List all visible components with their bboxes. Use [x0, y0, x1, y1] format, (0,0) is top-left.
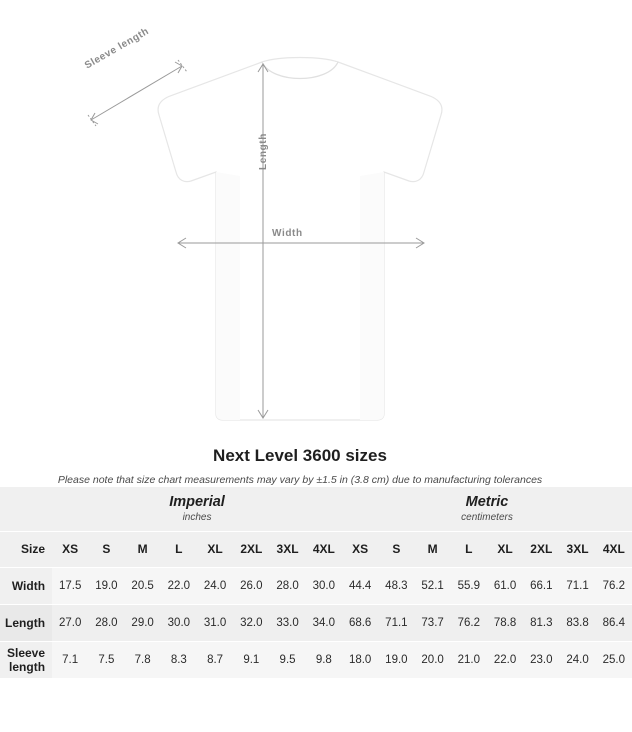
table-cell: 31.0: [197, 604, 233, 641]
table-cell: 19.0: [88, 567, 124, 604]
table-cell: 21.0: [451, 641, 487, 678]
table-cell: 73.7: [414, 604, 450, 641]
table-cell: 68.6: [342, 604, 378, 641]
page-title: Next Level 3600 sizes: [213, 446, 387, 465]
table-cell: 9.1: [233, 641, 269, 678]
table-cell: 78.8: [487, 604, 523, 641]
column-header: L: [451, 531, 487, 567]
length-label: Length: [258, 133, 269, 170]
table-cell: 83.8: [559, 604, 595, 641]
table-cell: 8.3: [161, 641, 197, 678]
table-cell: 86.4: [596, 604, 632, 641]
table-cell: 71.1: [559, 567, 595, 604]
table-row: [0, 604, 632, 641]
row-header: Sleeve length: [0, 641, 52, 678]
size-table: [0, 487, 632, 678]
table-cell: 9.8: [306, 641, 342, 678]
column-header: S: [88, 531, 124, 567]
table-cell: 66.1: [523, 567, 559, 604]
column-header: L: [161, 531, 197, 567]
table-cell: 7.8: [125, 641, 161, 678]
table-cell: 55.9: [451, 567, 487, 604]
unit-system-row: [0, 487, 632, 531]
title-block: [0, 432, 600, 486]
column-header: M: [414, 531, 450, 567]
table-cell: 28.0: [88, 604, 124, 641]
sleeve-length-label: Sleeve length: [83, 25, 152, 72]
column-header: 2XL: [233, 531, 269, 567]
table-cell: 33.0: [269, 604, 305, 641]
column-header: XS: [342, 531, 378, 567]
table-cell: 30.0: [306, 567, 342, 604]
table-cell: 28.0: [269, 567, 305, 604]
table-cell: 27.0: [52, 604, 88, 641]
unit-system-metric-name: Metric: [465, 493, 509, 510]
table-cell: 7.1: [52, 641, 88, 678]
table-row: [0, 567, 632, 604]
table-cell: 7.5: [88, 641, 124, 678]
table-cell: 20.5: [125, 567, 161, 604]
unit-system-imperial-name: Imperial: [169, 493, 225, 510]
column-header-size: Size: [0, 531, 52, 567]
table-cell: 22.0: [161, 567, 197, 604]
column-header: 3XL: [269, 531, 305, 567]
table-cell: 61.0: [487, 567, 523, 604]
column-header: XL: [487, 531, 523, 567]
column-header: M: [125, 531, 161, 567]
table-cell: 52.1: [414, 567, 450, 604]
table-cell: 44.4: [342, 567, 378, 604]
unit-system-metric: [342, 487, 632, 531]
column-header: XL: [197, 531, 233, 567]
row-header: Width: [0, 567, 52, 604]
table-cell: 24.0: [559, 641, 595, 678]
width-label: Width: [272, 228, 303, 239]
table-header-row: [0, 531, 632, 567]
table-cell: 18.0: [342, 641, 378, 678]
table-cell: 9.5: [269, 641, 305, 678]
table-cell: 30.0: [161, 604, 197, 641]
table-cell: 29.0: [125, 604, 161, 641]
tolerance-note: Please note that size chart measurements may vary by ±1.5 in (3.8 cm) due to manufacturing tolerances: [57, 474, 543, 486]
table-cell: 17.5: [52, 567, 88, 604]
table-cell: 8.7: [197, 641, 233, 678]
column-header: 4XL: [306, 531, 342, 567]
unit-system-metric-unit: centimeters: [461, 511, 513, 523]
column-header: S: [378, 531, 414, 567]
table-cell: 71.1: [378, 604, 414, 641]
table-cell: 24.0: [197, 567, 233, 604]
table-cell: 81.3: [523, 604, 559, 641]
table-cell: 32.0: [233, 604, 269, 641]
column-header: 2XL: [523, 531, 559, 567]
table-cell: 20.0: [414, 641, 450, 678]
table-cell: 26.0: [233, 567, 269, 604]
column-header: XS: [52, 531, 88, 567]
column-header: 4XL: [596, 531, 632, 567]
table-cell: 23.0: [523, 641, 559, 678]
row-header: Length: [0, 604, 52, 641]
unit-system-corner: [0, 487, 52, 531]
table-cell: 76.2: [596, 567, 632, 604]
table-cell: 19.0: [378, 641, 414, 678]
table-cell: 34.0: [306, 604, 342, 641]
column-header: 3XL: [559, 531, 595, 567]
table-cell: 25.0: [596, 641, 632, 678]
unit-system-imperial: [52, 487, 342, 531]
table-cell: 48.3: [378, 567, 414, 604]
size-table-container: [0, 487, 626, 732]
table-cell: 22.0: [487, 641, 523, 678]
table-cell: 76.2: [451, 604, 487, 641]
table-row: [0, 641, 632, 678]
unit-system-imperial-unit: inches: [182, 511, 212, 523]
